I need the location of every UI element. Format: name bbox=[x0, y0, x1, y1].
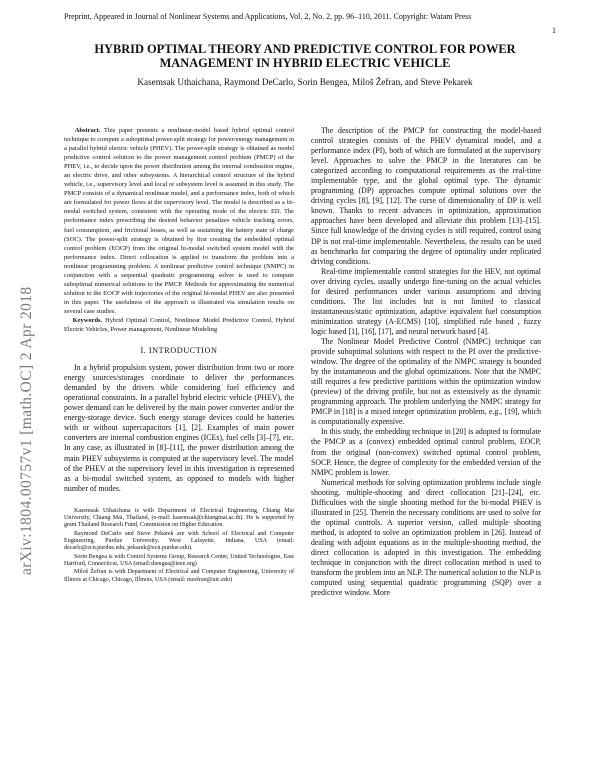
arxiv-stamp: arXiv:1804.00757v1 [math.OC] 2 Apr 2018 bbox=[18, 286, 35, 575]
body-paragraph: The Nonlinear Model Predictive Control (NMPC) technique can provide suboptimal solutions with respect to the PI over the predictive-window. The degree of the optimality of the NMPC strategy is bounded by the instantaneous and the global optimizations. Note that the NMPC still requires a few predictive partitions within the optimization window (preview) of the driving profile, but not as extensively as the dynamic programming approach. The problem underlying the NMPC strategy for PMCP in [18] is a mixed integer optimization problem, e.g., [19], which is computationally expensive. bbox=[311, 336, 541, 427]
abstract-label: Abstract. bbox=[74, 127, 101, 134]
section-heading-introduction: I. INTRODUCTION bbox=[140, 346, 218, 356]
intro-paragraph: In a hybrid propulsion system, power distribution from two or more energy sources/storages coordinate to deliver the performances demanded by the drivers while considering fuel efficiency and operational constraints. In a parallel hybrid electric vehicle (PHEV), the power demand can be delivered by the main power converter and/or the energy-storage device. Such energy storage devices could be batteries with or without supercapacitors [1], [2]. Examples of main power converters are internal combustion engines (ICEs), fuel cells [3]–[7], etc. In any case, as illustrated in [8]–[11], the power distribution among the main PHEV subsystems is computed at the supervisory level. The model of the PHEV at the supervisory level in this investigation is represented as a bi-modal switched system, as opposed to models with higher number of modes. bbox=[64, 363, 294, 493]
abstract-text: This paper presents a nonlinear-model based hybrid optimal control technique to compute a suboptimal power-split strategy for power/energy management in a parallel hybrid electric vehicle (PHEV). The power-split strategy is obtained as model predictive control solution to the power management control problem (PMCP) of the PHEV, i.e., to decide upon the power distribution among the internal combustion engine, an electric drive, and other subsystems. A hierarchical control structure of the hybrid vehicle, i.e., supervisory level and local or subsystem level is assumed in this study. The PMCP consists of a dynamical nonlinear model, and a performance index, both of which are formulated for power flows at the supervisory level. The model is described as a bi-modal switched system, consistent with the operating mode of the electric ED. The performance index prescribing the desired behavior penalizes vehicle tracking errors, fuel consumption, and frictional losses, as well as sustaining the battery state of charge (SOC). The power-split strategy is obtained by first creating the embedded optimal control problem (EOCP) from the original bi-modal switched system model with the performance index. Direct collocation is applied to transform the problem into a nonlinear programming problem. A nonlinear predictive control technique (NMPC) in conjunction with a sequential quadratic programming solver is used to compute suboptimal numerical solutions to the PMCP. Methods for approximating the numerical solution to the EOCP with trajectories of the original bi-modal PHEV are also presented in this paper. The usefulness of the approach is illustrated via simulation results on several case studies. bbox=[64, 127, 295, 315]
left-column bbox=[64, 126, 294, 585]
keywords-text: Hybrid Optimal Control, Nonlinear Model Predictive Control, Hybrid Electric Vehicles, Power management, Nonlinear Modeling bbox=[64, 316, 295, 334]
intro-body bbox=[64, 363, 294, 494]
paper-title: HYBRID OPTIMAL THEORY AND PREDICTIVE CONTROL FOR POWER MANAGEMENT IN HYBRID ELECTRIC VEHICLE bbox=[94, 42, 516, 70]
right-column bbox=[311, 126, 541, 598]
abstract bbox=[64, 126, 294, 316]
journal-header: Preprint, Appeared in Journal of Nonlinear Systems and Applications, Vol. 2, No. 2, pp. 96–110, 2011. Copyright: Watam Press bbox=[64, 12, 472, 21]
page-number: 1 bbox=[552, 26, 556, 35]
author-footnotes bbox=[64, 508, 294, 584]
body-paragraph: Real-time implementable control strategies for the HEV, not optimal over driving cycles, usually undergo fine-tuning on the actual vehicles for desired performances under various assumptions and driving conditions. The list includes but is not limited to classical instantaneous/static optimization, adaptive equivalent fuel consumption minimization strategy (A-ECMS) [10], simplified rule based , fuzzy logic based [1], [16], [17], and neural network based [4]. bbox=[311, 266, 541, 336]
body-paragraph: The description of the PMCP for constructing the model-based control strategies consists of the PHEV dynamical model, and a performance index (PI), both of which are formulated at the supervisory level. Approaches to solve the PMCP in the literatures can be categorized according to computational requirements as the real-time implementable type, and the global optimal type. The dynamic programming (DP) approaches compute optimal solutions over the driving cycles [8], [9], [12]. The curse of dimensionality of DP is well known. Thanks to recent advances in optimization, approximation approaches have been developed and alleviate this problem [13]–[15]. Since full knowledge of the driving cycles is still required, control using DP is not real-time implementable. Nevertheless, the results can be used as benchmarks for comparing the degree of optimality under replicated driving conditions. bbox=[311, 126, 541, 266]
keywords-label: Keywords. bbox=[72, 316, 103, 324]
footnote: Miloš Žefran is with Department of Electrical and Computer Engineering, University of Illinois at Chicago, Chicago, Illinois, USA (email: mzefran@uic.edu) bbox=[64, 569, 294, 583]
footnote: Raymond DeCarlo and Steve Pekarek are with School of Electrical and Computer Engineering, Purdue University, West Lafayette, Indiana, USA (email: decarlo@ecn.purdue.edu, pekarek@ecn.purdue.edu). bbox=[64, 530, 294, 552]
footnote: Kasemsak Uthaichana is with Department of Electrical Engineering, Chiang Mai University, Chiang Mai, Thailand, (e-mail: kasemsak@chiangmai.ac.th). He is supported by grant Thailand Research Fund, Commission on Higher Education. bbox=[64, 507, 294, 529]
footnote: Sorin Bengea is with Control Systems Group, Research Center, United Technologies, East Hartford, Connecticut, USA (email:sbengea@ieee.org) bbox=[64, 553, 294, 568]
body-paragraph: In this study, the embedding technique in [20] is adopted to formulate the PMCP as a (convex) embedded optimal control problem, EOCP, from the original (non-convex) switched optimal control problem, SOCP. Hence, the degree of complexity for the embedded version of the NMPC problem is lower. bbox=[311, 427, 541, 477]
body-paragraph: Numerical methods for solving optimization problems include single shooting, multiple-shooting and direct collocation [21]–[24], etc. Difficulties with the single shooting method for the bi-modal PHEV is illustrated in [25]. Therein the necessary conditions are used to solve for the optimal controls. A superior version, called multiple shooting method, is adopted to solve an optimization problem in [26]. Instead of dealing with adjoint equations as in the multiple-shooting method, the direct collocation is adopted in this investigation. The embedding technique in conjunction with the direct collocation method is used to transform the problem into an NLP. The numerical solution to the NLP is computed using sequential quadratic programming (SQP) over a predictive window. More bbox=[311, 477, 541, 598]
keywords bbox=[64, 316, 294, 334]
author-list: Kasemsak Uthaichana, Raymond DeCarlo, Sorin Bengea, Miloš Žefran, and Steve Pekarek bbox=[137, 77, 473, 87]
